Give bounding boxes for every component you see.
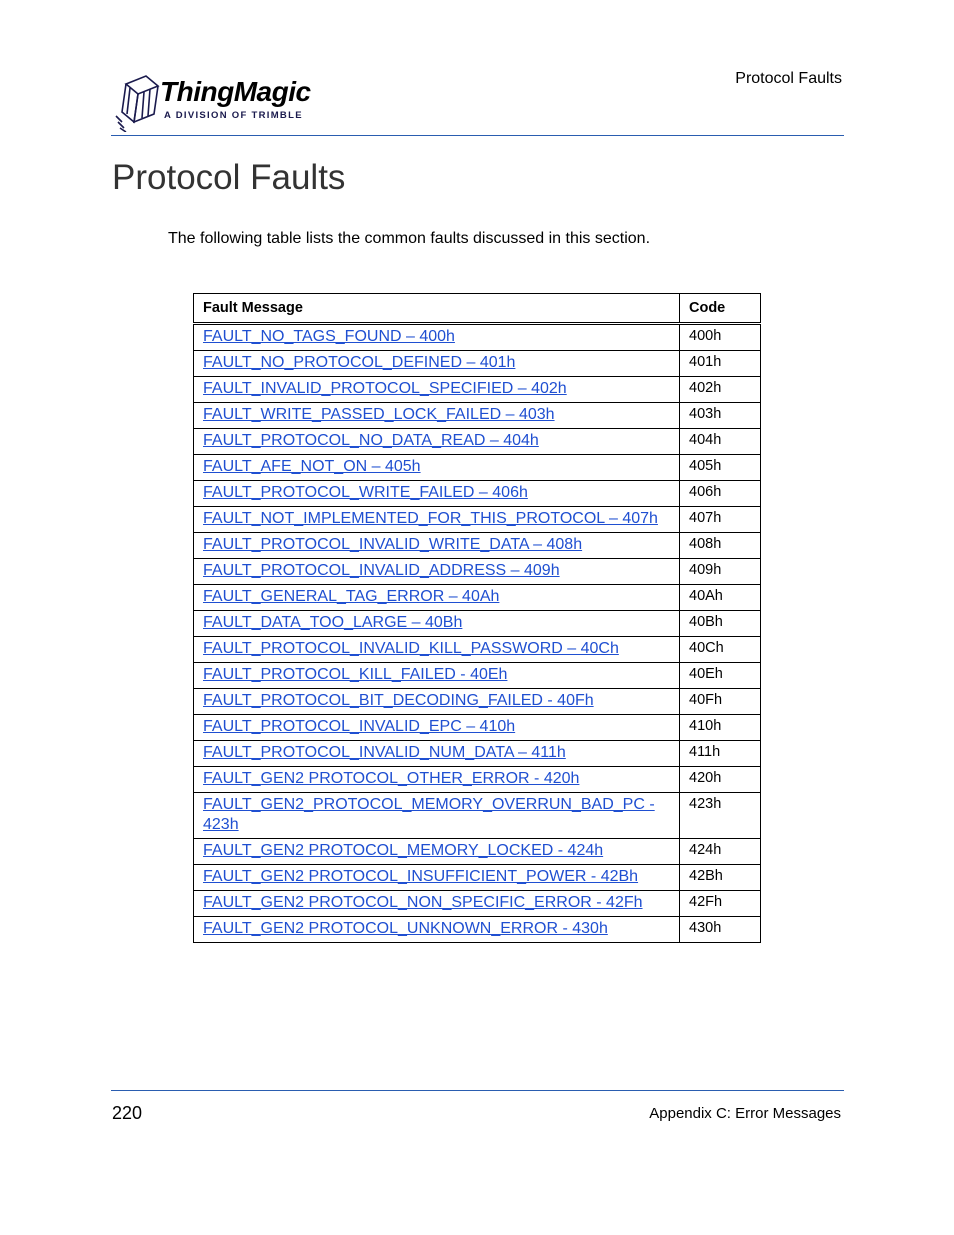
fault-link[interactable]: FAULT_PROTOCOL_KILL_FAILED - 40Eh — [203, 666, 508, 683]
fault-message-cell — [194, 637, 680, 663]
fault-link[interactable]: FAULT_PROTOCOL_BIT_DECODING_FAILED - 40Fh — [203, 692, 594, 709]
table-header-row — [194, 294, 761, 324]
fault-message-cell — [194, 559, 680, 585]
table-row — [194, 559, 761, 585]
fault-message-cell — [194, 767, 680, 793]
fault-message-cell — [194, 324, 680, 351]
table-row — [194, 865, 761, 891]
running-header: Protocol Faults — [735, 70, 842, 87]
fault-code-cell: 420h — [680, 767, 761, 793]
table-row — [194, 585, 761, 611]
fault-code-cell: 404h — [680, 429, 761, 455]
fault-message-cell — [194, 455, 680, 481]
page-number: 220 — [112, 1103, 143, 1123]
table-row — [194, 455, 761, 481]
thingmagic-mark-icon — [114, 72, 162, 132]
fault-table — [193, 293, 761, 943]
table-row — [194, 715, 761, 741]
table-row — [194, 403, 761, 429]
fault-message-cell — [194, 839, 680, 865]
fault-code-cell: 42Bh — [680, 865, 761, 891]
fault-link[interactable]: FAULT_AFE_NOT_ON – 405h — [203, 458, 421, 475]
fault-link[interactable]: FAULT_GENERAL_TAG_ERROR – 40Ah — [203, 588, 500, 605]
fault-code-cell: 423h — [680, 793, 761, 839]
table-row — [194, 637, 761, 663]
fault-link[interactable]: FAULT_DATA_TOO_LARGE – 40Bh — [203, 614, 463, 631]
fault-message-cell — [194, 611, 680, 637]
table-row — [194, 533, 761, 559]
fault-code-cell: 40Ah — [680, 585, 761, 611]
fault-message-cell — [194, 865, 680, 891]
fault-link[interactable]: FAULT_PROTOCOL_INVALID_NUM_DATA – 411h — [203, 744, 566, 761]
fault-link[interactable]: FAULT_GEN2 PROTOCOL_MEMORY_LOCKED - 424h — [203, 842, 604, 859]
fault-link[interactable]: FAULT_GEN2_PROTOCOL_MEMORY_OVERRUN_BAD_PC - 423h — [203, 796, 655, 833]
fault-code-cell: 42Fh — [680, 891, 761, 917]
fault-code-cell: 405h — [680, 455, 761, 481]
fault-message-cell — [194, 891, 680, 917]
table-row — [194, 689, 761, 715]
table-row — [194, 481, 761, 507]
fault-message-cell — [194, 917, 680, 943]
fault-code-cell: 407h — [680, 507, 761, 533]
fault-code-cell: 408h — [680, 533, 761, 559]
table-row — [194, 741, 761, 767]
fault-message-cell — [194, 351, 680, 377]
brand-tagline: A DIVISION OF TRIMBLE — [164, 110, 303, 121]
fault-link[interactable]: FAULT_NO_PROTOCOL_DEFINED – 401h — [203, 354, 516, 371]
fault-link[interactable]: FAULT_PROTOCOL_NO_DATA_READ – 404h — [203, 432, 539, 449]
fault-link[interactable]: FAULT_GEN2 PROTOCOL_NON_SPECIFIC_ERROR - 42Fh — [203, 894, 643, 911]
fault-code-cell: 410h — [680, 715, 761, 741]
table-row — [194, 917, 761, 943]
fault-code-cell: 40Bh — [680, 611, 761, 637]
table-row — [194, 839, 761, 865]
fault-code-cell: 409h — [680, 559, 761, 585]
fault-message-cell — [194, 533, 680, 559]
fault-code-cell: 402h — [680, 377, 761, 403]
fault-message-cell — [194, 377, 680, 403]
fault-message-cell — [194, 663, 680, 689]
fault-message-cell — [194, 507, 680, 533]
fault-link[interactable]: FAULT_NO_TAGS_FOUND – 400h — [203, 328, 455, 345]
table-row — [194, 351, 761, 377]
fault-link[interactable]: FAULT_PROTOCOL_INVALID_ADDRESS – 409h — [203, 562, 560, 579]
fault-message-cell — [194, 715, 680, 741]
table-row — [194, 793, 761, 839]
table-row — [194, 767, 761, 793]
fault-code-cell: 40Ch — [680, 637, 761, 663]
table-row — [194, 377, 761, 403]
fault-link[interactable]: FAULT_PROTOCOL_INVALID_WRITE_DATA – 408h — [203, 536, 583, 553]
fault-code-cell: 406h — [680, 481, 761, 507]
fault-message-cell — [194, 585, 680, 611]
brand-logo — [114, 72, 314, 132]
table-row — [194, 891, 761, 917]
page-title: Protocol Faults — [112, 158, 346, 197]
fault-link[interactable]: FAULT_INVALID_PROTOCOL_SPECIFIED – 402h — [203, 380, 567, 397]
fault-code-cell: 430h — [680, 917, 761, 943]
fault-link[interactable]: FAULT_NOT_IMPLEMENTED_FOR_THIS_PROTOCOL – 407h — [203, 510, 658, 527]
fault-link[interactable]: FAULT_GEN2 PROTOCOL_UNKNOWN_ERROR - 430h — [203, 920, 608, 937]
header-rule — [111, 135, 844, 136]
fault-link[interactable]: FAULT_GEN2 PROTOCOL_OTHER_ERROR - 420h — [203, 770, 580, 787]
table-row — [194, 324, 761, 351]
fault-link[interactable]: FAULT_PROTOCOL_INVALID_KILL_PASSWORD – 40Ch — [203, 640, 619, 657]
fault-code-cell: 40Fh — [680, 689, 761, 715]
fault-code-cell: 411h — [680, 741, 761, 767]
fault-code-cell: 40Eh — [680, 663, 761, 689]
fault-message-cell — [194, 793, 680, 839]
fault-link[interactable]: FAULT_WRITE_PASSED_LOCK_FAILED – 403h — [203, 406, 555, 423]
fault-message-cell — [194, 689, 680, 715]
table-row — [194, 663, 761, 689]
running-footer: Appendix C: Error Messages — [649, 1105, 841, 1122]
table-row — [194, 611, 761, 637]
fault-code-cell: 403h — [680, 403, 761, 429]
fault-message-cell — [194, 403, 680, 429]
fault-link[interactable]: FAULT_PROTOCOL_INVALID_EPC – 410h — [203, 718, 516, 735]
column-header-message: Fault Message — [194, 294, 680, 324]
fault-message-cell — [194, 481, 680, 507]
fault-link[interactable]: FAULT_PROTOCOL_WRITE_FAILED – 406h — [203, 484, 528, 501]
fault-code-cell: 401h — [680, 351, 761, 377]
table-row — [194, 507, 761, 533]
footer-rule — [111, 1090, 844, 1091]
column-header-code: Code — [680, 294, 761, 324]
table-row — [194, 429, 761, 455]
brand-name: ThingMagic — [160, 76, 311, 107]
fault-link[interactable]: FAULT_GEN2 PROTOCOL_INSUFFICIENT_POWER - 42Bh — [203, 868, 639, 885]
fault-message-cell — [194, 429, 680, 455]
fault-code-cell: 400h — [680, 324, 761, 351]
fault-message-cell — [194, 741, 680, 767]
fault-code-cell: 424h — [680, 839, 761, 865]
intro-paragraph: The following table lists the common faults discussed in this section. — [168, 230, 651, 247]
